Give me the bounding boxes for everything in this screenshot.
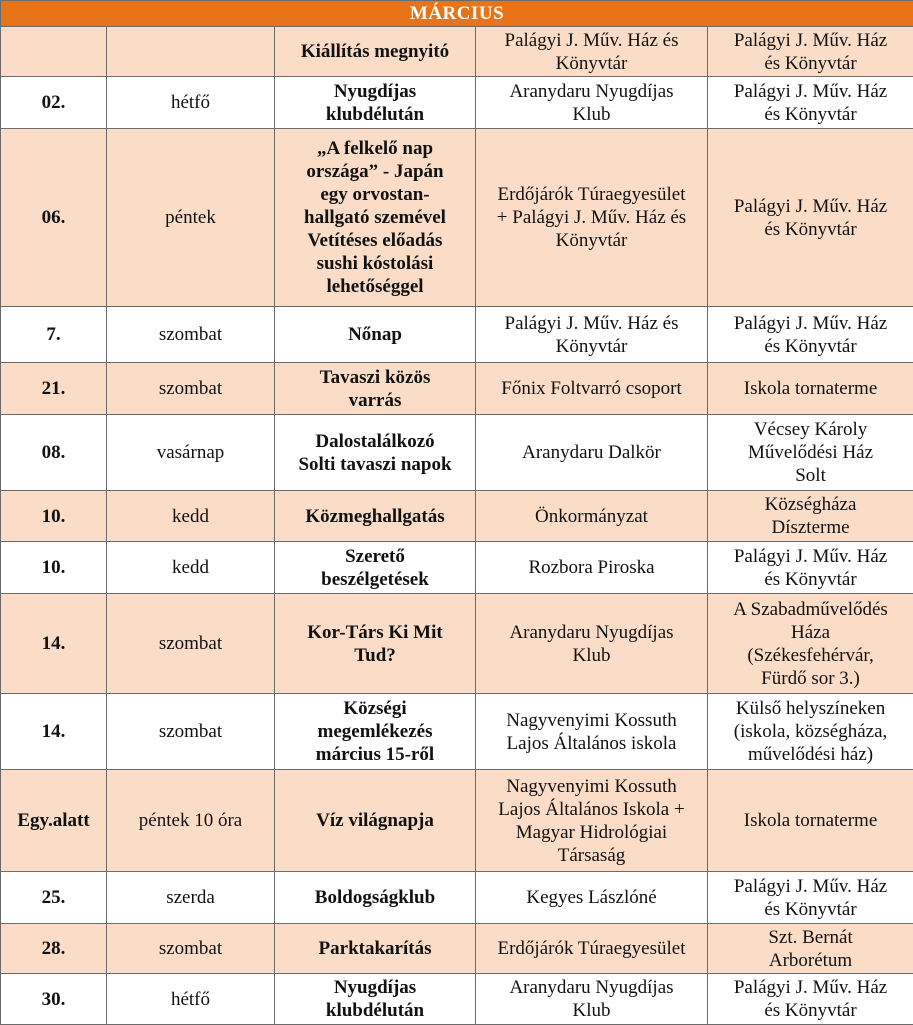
event-cell: Szerető beszélgetések [275,542,476,594]
event-cell: Nyugdíjas klubdélután [275,77,476,129]
event-cell: Kiállítás megnyitó [275,27,476,77]
organizer-cell: Erdőjárók Túraegyesület + Palágyi J. Műv. Ház és Könyvtár [476,129,708,307]
event-cell: Tavaszi közös varrás [275,363,476,415]
organizer-cell: Aranydaru Dalkör [476,415,708,491]
table-row [1,27,913,77]
venue-cell: Palágyi J. Műv. Ház és Könyvtár [708,872,913,924]
day-cell: szombat [107,363,275,415]
date-cell: 25. [1,872,107,924]
venue-cell: Palágyi J. Műv. Ház és Könyvtár [708,542,913,594]
day-cell: hétfő [107,77,275,129]
organizer-cell: Aranydaru Nyugdíjas Klub [476,77,708,129]
date-cell [1,27,107,77]
venue-cell: Községháza Díszterme [708,491,913,542]
event-cell: Parktakarítás [275,924,476,974]
venue-cell: Palágyi J. Műv. Ház és Könyvtár [708,27,913,77]
day-cell: hétfő [107,974,275,1025]
event-cell: Nyugdíjas klubdélután [275,974,476,1025]
event-cell: Víz világnapja [275,770,476,872]
table-row [1,974,913,1025]
organizer-cell: Rozbora Piroska [476,542,708,594]
date-cell: 28. [1,924,107,974]
table-row [1,542,913,594]
event-cell: Közmeghallgatás [275,491,476,542]
day-cell: szombat [107,594,275,694]
day-cell: kedd [107,491,275,542]
venue-cell: Iskola tornaterme [708,363,913,415]
venue-cell: Iskola tornaterme [708,770,913,872]
event-cell: „A felkelő nap országa” - Japán egy orvostan- hallgató szemével Vetítéses előadás sushi kóstolási lehetőséggel [275,129,476,307]
venue-cell: Palágyi J. Műv. Ház és Könyvtár [708,129,913,307]
organizer-cell: Nagyvenyimi Kossuth Lajos Általános Iskola + Magyar Hidrológiai Társaság [476,770,708,872]
organizer-cell: Aranydaru Nyugdíjas Klub [476,974,708,1025]
table-row [1,363,913,415]
venue-cell: Vécsey Károly Művelődési Ház Solt [708,415,913,491]
organizer-cell: Önkormányzat [476,491,708,542]
event-cell: Nőnap [275,307,476,363]
table-row [1,415,913,491]
organizer-cell: Nagyvenyimi Kossuth Lajos Általános iskola [476,694,708,770]
table-row [1,77,913,129]
event-cell: Községi megemlékezés március 15-ről [275,694,476,770]
venue-cell: Palágyi J. Műv. Ház és Könyvtár [708,974,913,1025]
month-title: MÁRCIUS [1,1,913,27]
venue-cell: A Szabadművelődés Háza (Székesfehérvár, Fürdő sor 3.) [708,594,913,694]
date-cell: 06. [1,129,107,307]
table-row [1,694,913,770]
event-cell: Boldogságklub [275,872,476,924]
date-cell: 10. [1,491,107,542]
day-cell: szombat [107,307,275,363]
venue-cell: Szt. Bernát Arborétum [708,924,913,974]
table-row [1,129,913,307]
date-cell: Egy.alatt [1,770,107,872]
organizer-cell: Palágyi J. Műv. Ház és Könyvtár [476,307,708,363]
day-cell: szombat [107,694,275,770]
table-row [1,307,913,363]
day-cell: péntek [107,129,275,307]
organizer-cell: Palágyi J. Műv. Ház és Könyvtár [476,27,708,77]
venue-cell: Palágyi J. Műv. Ház és Könyvtár [708,307,913,363]
event-cell: Kor-Társ Ki Mit Tud? [275,594,476,694]
date-cell: 7. [1,307,107,363]
date-cell: 02. [1,77,107,129]
venue-cell: Külső helyszíneken (iskola, községháza, művelődési ház) [708,694,913,770]
date-cell: 14. [1,694,107,770]
organizer-cell: Főnix Foltvarró csoport [476,363,708,415]
table-row [1,594,913,694]
date-cell: 14. [1,594,107,694]
organizer-cell: Kegyes Lászlóné [476,872,708,924]
organizer-cell: Erdőjárók Túraegyesület [476,924,708,974]
day-cell: péntek 10 óra [107,770,275,872]
event-cell: Dalostalálkozó Solti tavaszi napok [275,415,476,491]
day-cell: vasárnap [107,415,275,491]
date-cell: 30. [1,974,107,1025]
date-cell: 21. [1,363,107,415]
table-row [1,770,913,872]
day-cell [107,27,275,77]
table-row [1,491,913,542]
day-cell: szerda [107,872,275,924]
month-header-row [1,1,913,27]
table-row [1,924,913,974]
venue-cell: Palágyi J. Műv. Ház és Könyvtár [708,77,913,129]
date-cell: 10. [1,542,107,594]
day-cell: kedd [107,542,275,594]
date-cell: 08. [1,415,107,491]
day-cell: szombat [107,924,275,974]
organizer-cell: Aranydaru Nyugdíjas Klub [476,594,708,694]
table-row [1,872,913,924]
